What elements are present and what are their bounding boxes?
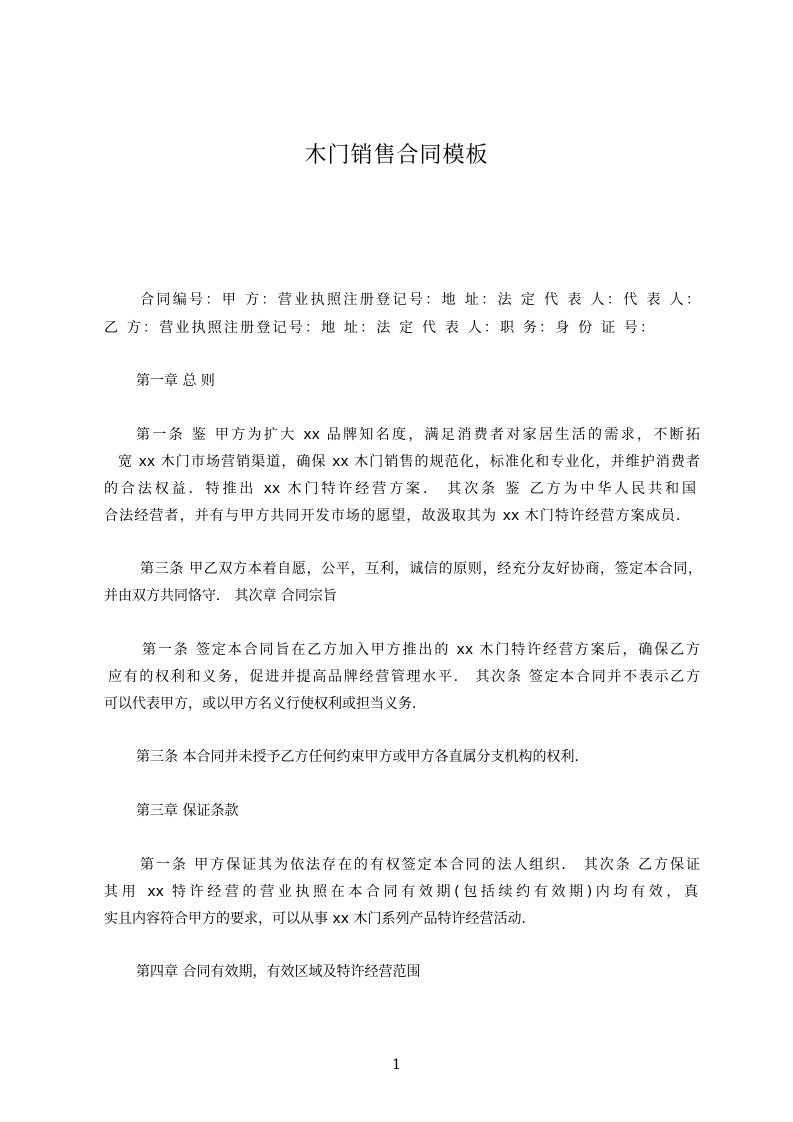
article-line: 第三条 甲乙双方本着自愿，公平，互利，诚信的原则，经充分友好协商，签定本合同， [140, 561, 702, 577]
article-line: 并由双方共同恪守． 其次章 合同宗旨 [104, 588, 337, 604]
document-title: 木门销售合同模板 [304, 143, 489, 168]
article-line: 实且内容符合甲方的要求，可以从事 xx 木门系列产品特许经营活动． [104, 911, 536, 927]
article-line: 可以代表甲方，或以甲方名义行使权利或担当义务． [104, 696, 426, 712]
article-line: 宽 xx 木门市场营销渠道，确保 xx 木门销售的规范化，标准化和专业化，并维护消费者 [118, 454, 700, 470]
page-number: 1 [392, 1057, 401, 1073]
contract-parties-line-1: 合同编号：甲 方：营业执照注册登记号：地 址：法 定 代 表 人：代 表 人： [140, 292, 700, 308]
article-line: 第一条 签定本合同旨在乙方加入甲方推出的 xx 木门特许经营方案后，确保乙方 [142, 642, 700, 658]
article-line: 第一条 甲方保证其为依法存在的有权签定本合同的法人组织． 其次条 乙方保证 [140, 857, 700, 873]
contract-parties-line-2: 乙 方：营业执照注册登记号：地 址：法 定 代 表 人：职 务：身 份 证 号： [104, 320, 654, 336]
article-line: 第三条 本合同并未授予乙方任何约束甲方或甲方各直属分支机构的权利． [136, 749, 589, 765]
article-line: 合法经营者，并有与甲方共同开发市场的愿望，故汲取其为 xx 木门特许经营方案成员． [104, 508, 690, 524]
article-line: 的合法权益．特推出 xx 木门特许经营方案． 其次条 鉴 乙方为中华人民共和国 [104, 481, 696, 497]
article-line: 第一条 鉴 甲方为扩大 xx 品牌知名度，满足消费者对家居生活的需求，不断拓 [136, 427, 700, 443]
chapter-one-heading: 第一章 总 则 [136, 373, 215, 389]
article-line: 其用 xx 特许经营的营业执照在本合同有效期(包括续约有效期)内均有效，真 [104, 884, 698, 900]
article-line: 应有的权利和义务，促进并提高品牌经营管理水平． 其次条 签定本合同并不表示乙方 [108, 669, 700, 685]
chapter-three-heading: 第三章 保证条款 [136, 803, 239, 819]
chapter-four-heading: 第四章 合同有效期，有效区域及特许经营范围 [136, 964, 421, 980]
